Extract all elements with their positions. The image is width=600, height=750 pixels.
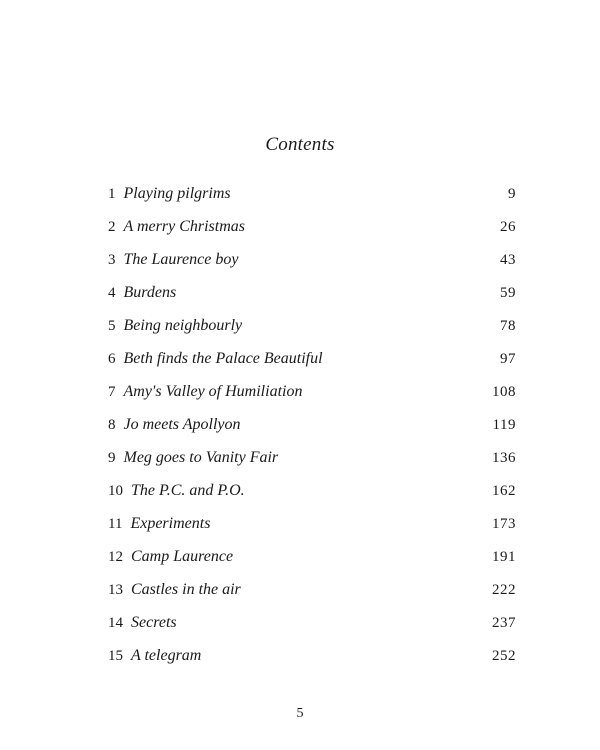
chapter-page: 108 <box>492 384 516 400</box>
chapter-number: 15 <box>108 648 123 664</box>
toc-entry <box>108 185 516 218</box>
chapter-page: 9 <box>508 186 516 202</box>
toc-entry <box>108 482 516 515</box>
chapter-page: 59 <box>500 285 516 301</box>
toc-entry <box>108 284 516 317</box>
chapter-title: A telegram <box>131 647 202 664</box>
toc-entry <box>108 350 516 383</box>
chapter-number: 2 <box>108 219 116 235</box>
toc-entry <box>108 647 516 680</box>
chapter-title: The P.C. and P.O. <box>131 482 245 499</box>
chapter-title: A merry Christmas <box>123 218 245 235</box>
chapter-title: Castles in the air <box>131 581 241 598</box>
chapter-title: Experiments <box>130 515 211 532</box>
table-of-contents <box>108 185 516 680</box>
chapter-page: 237 <box>492 615 516 631</box>
toc-entry <box>108 581 516 614</box>
chapter-number: 6 <box>108 351 116 367</box>
chapter-number: 14 <box>108 615 123 631</box>
chapter-number: 5 <box>108 318 116 334</box>
chapter-page: 162 <box>492 483 516 499</box>
toc-entry <box>108 218 516 251</box>
chapter-number: 11 <box>108 516 123 532</box>
chapter-number: 3 <box>108 252 116 268</box>
chapter-page: 43 <box>500 252 516 268</box>
toc-entry <box>108 614 516 647</box>
chapter-page: 26 <box>500 219 516 235</box>
chapter-title: Being neighbourly <box>123 317 243 334</box>
chapter-title: Burdens <box>123 284 177 301</box>
chapter-page: 222 <box>492 582 516 598</box>
toc-entry <box>108 251 516 284</box>
chapter-number: 13 <box>108 582 123 598</box>
chapter-title: The Laurence boy <box>123 251 239 268</box>
page-number: 5 <box>296 706 304 721</box>
chapter-number: 9 <box>108 450 116 466</box>
chapter-number: 1 <box>108 186 116 202</box>
chapter-page: 97 <box>500 351 516 367</box>
chapter-number: 12 <box>108 549 123 565</box>
chapter-page: 78 <box>500 318 516 334</box>
toc-entry <box>108 449 516 482</box>
chapter-title: Beth finds the Palace Beautiful <box>123 350 323 367</box>
chapter-number: 10 <box>108 483 123 499</box>
toc-entry <box>108 515 516 548</box>
page-title: Contents <box>265 134 335 155</box>
chapter-title: Amy's Valley of Humiliation <box>123 383 303 400</box>
chapter-number: 7 <box>108 384 116 400</box>
chapter-page: 252 <box>492 648 516 664</box>
chapter-number: 4 <box>108 285 116 301</box>
chapter-page: 173 <box>492 516 516 532</box>
toc-entry <box>108 416 516 449</box>
chapter-title: Camp Laurence <box>131 548 234 565</box>
chapter-title: Jo meets Apollyon <box>123 416 241 433</box>
chapter-title: Secrets <box>131 614 177 631</box>
toc-entry <box>108 317 516 350</box>
chapter-page: 119 <box>492 417 516 433</box>
toc-entry <box>108 548 516 581</box>
chapter-number: 8 <box>108 417 116 433</box>
chapter-title: Playing pilgrims <box>123 185 231 202</box>
chapter-title: Meg goes to Vanity Fair <box>123 449 279 466</box>
toc-entry <box>108 383 516 416</box>
chapter-page: 136 <box>492 450 516 466</box>
chapter-page: 191 <box>492 549 516 565</box>
